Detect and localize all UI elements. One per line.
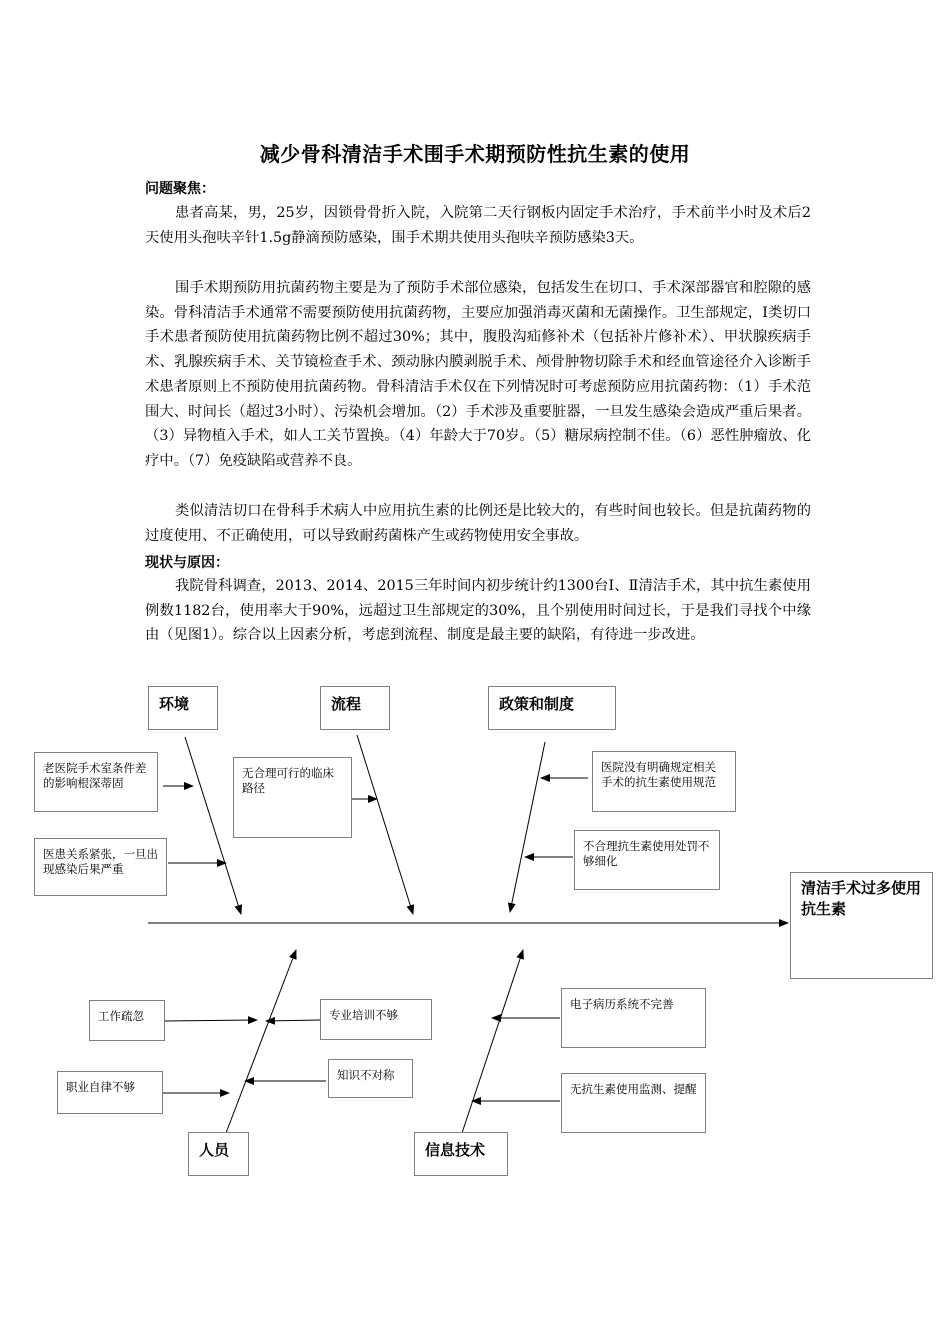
section-heading-problem: 问题聚焦： xyxy=(145,181,215,197)
cause-env-1: 老医院手术室条件差的影响根深蒂固 xyxy=(34,752,158,812)
category-people: 人员 xyxy=(188,1132,249,1176)
cause-people-3: 职业自律不够 xyxy=(57,1071,163,1114)
paragraph-survey: 我院骨科调查，2013、2014、2015三年时间内初步统计约1300台Ⅰ、Ⅱ清洁手术，其中抗生素使用例数1182台，使用率大于90%，远超过卫生部规定的30%，且个别使用时间过长，于是我们寻找个中缘由（见图1）。综合以上因素分析，考虑到流程、制度是最主要的缺陷，有待进一步改进。 xyxy=(145,578,811,644)
category-process: 流程 xyxy=(320,686,390,730)
paragraph-guidelines: 围手术期预防用抗菌药物主要是为了预防手术部位感染，包括发生在切口、手术深部器官和腔隙的感染。骨科清洁手术通常不需要预防使用抗菌药物，主要应加强消毒灭菌和无菌操作。卫生部规定，I类切口手术患者预防使用抗菌药物比例不超过30%；其中，腹股沟疝修补术（包括补片修补术）、甲状腺疾病手术、乳腺疾病手术、关节镜检查手术、颈动脉内膜剥脱手术、颅骨肿物切除手术和经血管途径介入诊断手术患者原则上不预防使用抗菌药物。骨科清洁手术仅在下列情况时可考虑预防应用抗菌药物：（1）手术范围大、时间长（超过3小时）、污染机会增加。（2）手术涉及重要脏器，一旦发生感染会造成严重后果者。（3）异物植入手术，如人工关节置换。（4）年龄大于70岁。（5）糖尿病控制不佳。（6）恶性肿瘤放、化疗中。（7）免疫缺陷或营养不良。 xyxy=(145,280,811,469)
paragraph-overuse: 类似清洁切口在骨科手术病人中应用抗生素的比例还是比较大的，有些时间也较长。但是抗菌药物的过度使用、不正确使用，可以导致耐药菌株产生或药物使用安全事故。 xyxy=(145,503,811,544)
cause-it-2: 无抗生素使用监测、提醒 xyxy=(561,1073,706,1133)
bone-policy xyxy=(510,742,545,912)
category-policy: 政策和制度 xyxy=(488,686,616,730)
category-it: 信息技术 xyxy=(414,1132,508,1176)
cause-policy-2: 不合理抗生素使用处罚不够细化 xyxy=(574,830,720,890)
cause-it-1: 电子病历系统不完善 xyxy=(561,988,706,1048)
effect-box: 清洁手术过多使用抗生素 xyxy=(790,872,933,979)
bone-process xyxy=(357,735,413,914)
cause-process-1: 无合理可行的临床路径 xyxy=(233,757,352,838)
section-heading-status: 现状与原因： xyxy=(145,555,229,571)
page-title: 减少骨科清洁手术围手术期预防性抗生素的使用 xyxy=(259,142,691,166)
cause-people-4: 知识不对称 xyxy=(328,1059,413,1098)
category-environment: 环境 xyxy=(148,686,218,730)
paragraph-case: 患者高某，男，25岁，因锁骨骨折入院，入院第二天行钢板内固定手术治疗，手术前半小时及术后2天使用头孢呋辛针1.5g静滴预防感染，围手术期共使用头孢呋辛预防感染3天。 xyxy=(145,205,811,246)
arrow-people-1 xyxy=(165,1020,257,1021)
cause-env-2: 医患关系紧张，一旦出现感染后果严重 xyxy=(34,838,167,896)
cause-people-2: 专业培训不够 xyxy=(320,999,432,1040)
bone-it xyxy=(462,950,523,1133)
cause-policy-1: 医院没有明确规定相关手术的抗生素使用规范 xyxy=(592,751,736,812)
bone-people xyxy=(226,950,296,1133)
arrow-people-2 xyxy=(266,1020,320,1021)
cause-people-1: 工作疏忽 xyxy=(89,1000,165,1041)
